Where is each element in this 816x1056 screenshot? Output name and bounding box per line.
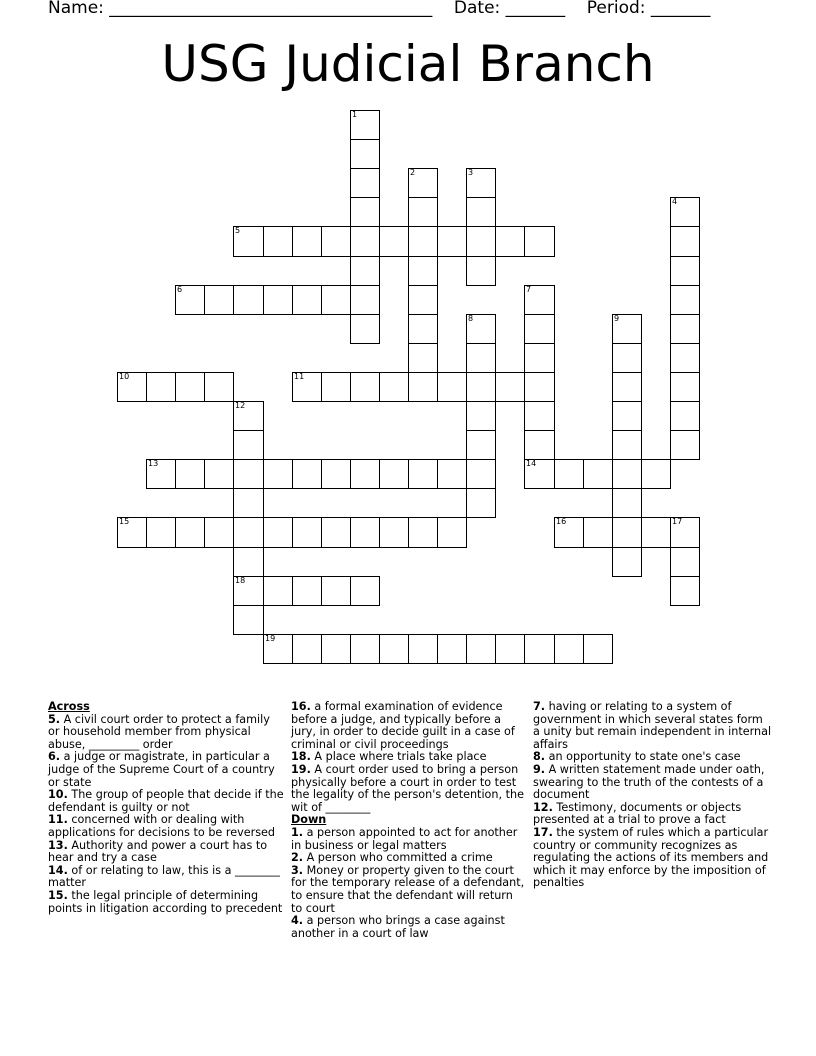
grid-cell[interactable]	[350, 314, 380, 344]
clue-text: having or relating to a system of government in which several states form a unity but remain independent in internal affairs	[533, 700, 772, 751]
clue-number: 13.	[48, 838, 68, 852]
grid-cell[interactable]	[350, 139, 380, 169]
clue-item	[48, 714, 284, 752]
clue-text: A place where trials take place	[310, 750, 487, 764]
grid-cell[interactable]	[350, 197, 380, 227]
cell-number: 3	[468, 168, 474, 177]
grid-cell[interactable]	[233, 488, 264, 518]
clue-text: a formal examination of evidence before a judge, and typically before a jury, in order to decide guilt in a case of criminal or civil proceedings	[291, 700, 515, 751]
grid-cell[interactable]	[292, 576, 322, 606]
grid-cell[interactable]	[524, 634, 555, 664]
grid-cell[interactable]	[292, 285, 322, 315]
grid-cell[interactable]	[466, 343, 496, 373]
clue-number: 4.	[291, 914, 304, 928]
clue-text: of or relating to law, this is a ________ matter	[48, 863, 280, 890]
grid-cell[interactable]	[292, 517, 322, 548]
grid-cell[interactable]	[379, 459, 409, 489]
grid-cell[interactable]	[670, 285, 700, 315]
grid-cell[interactable]	[321, 459, 351, 489]
grid-cell[interactable]	[321, 517, 351, 548]
clue-text: A court order used to bring a person physically before a court in order to test the legality of the person's detention, the wit of ________	[291, 762, 524, 814]
grid-cell[interactable]	[350, 517, 380, 548]
clue-number: 12.	[533, 800, 553, 814]
grid-cell[interactable]	[350, 226, 380, 257]
grid-cell[interactable]	[175, 372, 205, 402]
grid-cell[interactable]	[466, 168, 496, 198]
grid-cell[interactable]	[292, 459, 322, 489]
grid-cell[interactable]	[233, 459, 264, 489]
grid-cell[interactable]	[554, 517, 584, 548]
grid-cell[interactable]	[612, 517, 642, 548]
grid-cell[interactable]	[554, 634, 584, 664]
cell-number: 6	[177, 285, 183, 294]
clue-item	[533, 701, 773, 751]
page-title: USG Judicial Branch	[161, 35, 655, 93]
grid-cell[interactable]	[321, 576, 351, 606]
grid-cell[interactable]	[263, 576, 293, 606]
grid-cell[interactable]	[495, 372, 525, 402]
grid-cell[interactable]	[350, 634, 380, 664]
grid-cell[interactable]	[670, 256, 700, 286]
grid-cell[interactable]	[670, 197, 700, 227]
grid-cell[interactable]	[670, 343, 700, 373]
grid-cell[interactable]	[670, 372, 700, 402]
grid-cell[interactable]	[292, 226, 322, 257]
clue-number: 17.	[533, 825, 553, 839]
clue-number: 7.	[533, 700, 546, 713]
grid-cell[interactable]	[146, 517, 176, 548]
clue-item	[48, 890, 284, 915]
grid-cell[interactable]	[466, 401, 496, 431]
clue-heading: Across	[48, 700, 90, 713]
grid-cell[interactable]	[263, 459, 293, 489]
grid-cell[interactable]	[495, 634, 525, 664]
clue-number: 6.	[48, 750, 61, 764]
cell-number: 9	[614, 314, 620, 323]
grid-cell[interactable]	[437, 372, 467, 402]
grid-cell[interactable]	[583, 517, 613, 548]
clue-number: 8.	[533, 750, 546, 764]
clue-text: Testimony, documents or objects presented at a trial to prove a fact	[533, 800, 742, 827]
grid-cell[interactable]	[408, 285, 438, 315]
cell-number: 11	[294, 372, 305, 381]
clue-number: 11.	[48, 813, 68, 827]
cell-number: 2	[410, 168, 416, 177]
grid-cell[interactable]	[524, 343, 555, 373]
grid-cell[interactable]	[350, 110, 380, 140]
clue-text: the system of rules which a particular country or community recognizes as regulating the actions of its members and which it may enforce by the imposition of penalties	[533, 825, 769, 890]
grid-cell[interactable]	[612, 314, 642, 344]
grid-cell[interactable]	[204, 372, 234, 402]
clue-text: A written statement made under oath, swearing to the truth of the contests of a document	[533, 762, 765, 802]
grid-cell[interactable]	[175, 285, 205, 315]
grid-cell[interactable]	[233, 547, 264, 577]
grid-cell[interactable]	[350, 459, 380, 489]
cell-number: 18	[235, 576, 246, 585]
cell-number: 10	[119, 372, 130, 381]
grid-cell[interactable]	[321, 372, 351, 402]
cell-number: 19	[265, 634, 276, 643]
cell-number: 16	[556, 517, 567, 526]
grid-cell[interactable]	[612, 372, 642, 402]
grid-cell[interactable]	[321, 285, 351, 315]
grid-cell[interactable]	[670, 430, 700, 460]
clue-text: The group of people that decide if the defendant is guilty or not	[48, 788, 284, 814]
clue-item	[48, 751, 284, 789]
cell-number: 7	[526, 285, 532, 294]
grid-cell[interactable]	[379, 517, 409, 548]
grid-cell[interactable]	[263, 285, 293, 315]
grid-cell[interactable]	[408, 256, 438, 286]
clue-text: Authority and power a court has to hear and try a case	[48, 838, 268, 865]
grid-cell[interactable]	[524, 285, 555, 315]
grid-cell[interactable]	[466, 256, 496, 286]
clue-item	[48, 865, 284, 890]
grid-cell[interactable]	[233, 517, 264, 548]
grid-cell[interactable]	[524, 226, 555, 257]
clue-text: the legal principle of determining points in litigation according to precedent	[48, 888, 283, 915]
clue-number: 18.	[291, 750, 311, 764]
grid-cell[interactable]	[670, 226, 700, 257]
grid-cell[interactable]	[670, 314, 700, 344]
clue-text: a judge or magistrate, in particular a judge of the Supreme Court of a country or state	[48, 750, 275, 789]
grid-cell[interactable]	[350, 372, 380, 402]
grid-cell[interactable]	[350, 285, 380, 315]
clue-number: 9.	[533, 762, 546, 776]
grid-cell[interactable]	[466, 430, 496, 460]
grid-cell[interactable]	[233, 226, 264, 257]
clue-number: 2.	[291, 851, 304, 865]
clue-text: concerned with or dealing with applications for decisions to be reversed	[48, 813, 276, 839]
grid-cell[interactable]	[204, 517, 234, 548]
grid-cell[interactable]	[263, 634, 293, 664]
grid-cell[interactable]	[670, 401, 700, 431]
cell-number: 17	[672, 517, 683, 526]
clue-item	[533, 827, 773, 890]
grid-cell[interactable]	[408, 372, 438, 402]
grid-cell[interactable]	[117, 372, 147, 402]
grid-cell[interactable]	[408, 634, 438, 664]
grid-cell[interactable]	[437, 634, 467, 664]
clue-item	[533, 802, 773, 827]
grid-cell[interactable]	[554, 459, 584, 489]
grid-cell[interactable]	[612, 343, 642, 373]
cell-number: 13	[148, 459, 159, 468]
cell-number: 5	[235, 226, 241, 235]
cell-number: 12	[235, 401, 246, 410]
clue-number: 14.	[48, 863, 68, 877]
grid-cell[interactable]	[495, 226, 525, 257]
grid-cell[interactable]	[117, 517, 147, 548]
grid-cell[interactable]	[466, 314, 496, 344]
grid-cell[interactable]	[612, 459, 642, 489]
clue-item	[48, 789, 284, 814]
grid-cell[interactable]	[350, 576, 380, 606]
grid-cell[interactable]	[466, 197, 496, 227]
grid-cell[interactable]	[233, 401, 264, 431]
clue-heading: Down	[291, 813, 327, 827]
grid-cell[interactable]	[204, 459, 234, 489]
grid-cell[interactable]	[466, 459, 496, 489]
grid-cell[interactable]	[524, 401, 555, 431]
grid-cell[interactable]	[233, 285, 264, 315]
grid-cell[interactable]	[408, 343, 438, 373]
clue-text: an opportunity to state one's case	[545, 750, 741, 764]
clue-number: 16.	[291, 700, 311, 713]
grid-cell[interactable]	[146, 372, 176, 402]
grid-cell[interactable]	[350, 168, 380, 198]
grid-cell[interactable]	[175, 517, 205, 548]
clue-text: a person appointed to act for another in business or legal matters	[291, 825, 518, 852]
grid-cell[interactable]	[408, 517, 438, 548]
clue-number: 3.	[291, 863, 304, 877]
grid-cell[interactable]	[233, 576, 264, 606]
clue-number: 1.	[291, 825, 304, 839]
clue-item	[533, 764, 773, 802]
grid-cell[interactable]	[641, 459, 671, 489]
clues-column-3	[533, 701, 773, 890]
grid-cell[interactable]	[350, 256, 380, 286]
clue-item	[48, 840, 284, 865]
grid-cell[interactable]	[612, 488, 642, 518]
clue-item	[291, 865, 527, 915]
grid-cell[interactable]	[321, 634, 351, 664]
cell-number: 4	[672, 197, 678, 206]
clue-item	[291, 701, 527, 751]
grid-cell[interactable]	[583, 634, 613, 664]
grid-cell[interactable]	[263, 517, 293, 548]
grid-cell[interactable]	[146, 459, 176, 489]
grid-cell[interactable]	[612, 401, 642, 431]
grid-cell[interactable]	[437, 459, 467, 489]
clues-column-2	[291, 701, 527, 940]
grid-cell[interactable]	[379, 372, 409, 402]
cell-number: 1	[352, 110, 358, 119]
grid-cell[interactable]	[437, 517, 467, 548]
grid-cell[interactable]	[437, 226, 467, 257]
grid-cell[interactable]	[466, 488, 496, 518]
grid-cell[interactable]	[408, 226, 438, 257]
grid-cell[interactable]	[408, 197, 438, 227]
grid-cell[interactable]	[233, 605, 264, 635]
grid-cell[interactable]	[466, 634, 496, 664]
grid-cell[interactable]	[292, 372, 322, 402]
grid-cell[interactable]	[204, 285, 234, 315]
grid-cell[interactable]	[408, 459, 438, 489]
header-line: Name: ______________________________________ Date: _______ Period: _______	[48, 0, 711, 18]
grid-cell[interactable]	[321, 226, 351, 257]
grid-cell[interactable]	[466, 372, 496, 402]
grid-cell[interactable]	[612, 430, 642, 460]
grid-cell[interactable]	[408, 168, 438, 198]
grid-cell[interactable]	[408, 314, 438, 344]
clues-column-1	[48, 701, 284, 915]
grid-cell[interactable]	[670, 547, 700, 577]
clue-item	[48, 814, 284, 839]
grid-cell[interactable]	[263, 226, 293, 257]
clue-number: 5.	[48, 712, 61, 726]
grid-cell[interactable]	[379, 226, 409, 257]
clue-item	[291, 827, 527, 852]
cell-number: 14	[526, 459, 537, 468]
grid-cell[interactable]	[524, 459, 555, 489]
grid-cell[interactable]	[524, 430, 555, 460]
grid-cell[interactable]	[175, 459, 205, 489]
cell-number: 8	[468, 314, 474, 323]
clue-text: Money or property given to the court for the temporary release of a defendant, to ensure that the defendant will return to court	[291, 863, 525, 915]
grid-cell[interactable]	[524, 314, 555, 344]
clue-item	[291, 915, 527, 940]
grid-cell[interactable]	[524, 372, 555, 402]
clue-item	[291, 764, 527, 814]
grid-cell[interactable]	[379, 634, 409, 664]
grid-cell[interactable]	[233, 430, 264, 460]
cell-number: 15	[119, 517, 130, 526]
grid-cell[interactable]	[641, 517, 671, 548]
clue-text: a person who brings a case against another in a court of law	[291, 914, 505, 940]
clue-text: A civil court order to protect a family or household member from physical abuse, _________ order	[48, 712, 270, 751]
grid-cell[interactable]	[670, 576, 700, 606]
grid-cell[interactable]	[670, 517, 700, 548]
grid-cell[interactable]	[612, 547, 642, 577]
grid-cell[interactable]	[583, 459, 613, 489]
clue-number: 10.	[48, 788, 68, 802]
clue-number: 19.	[291, 762, 311, 776]
grid-cell[interactable]	[292, 634, 322, 664]
grid-cell[interactable]	[466, 226, 496, 257]
clue-text: A person who committed a crime	[303, 851, 493, 865]
clue-number: 15.	[48, 888, 68, 902]
